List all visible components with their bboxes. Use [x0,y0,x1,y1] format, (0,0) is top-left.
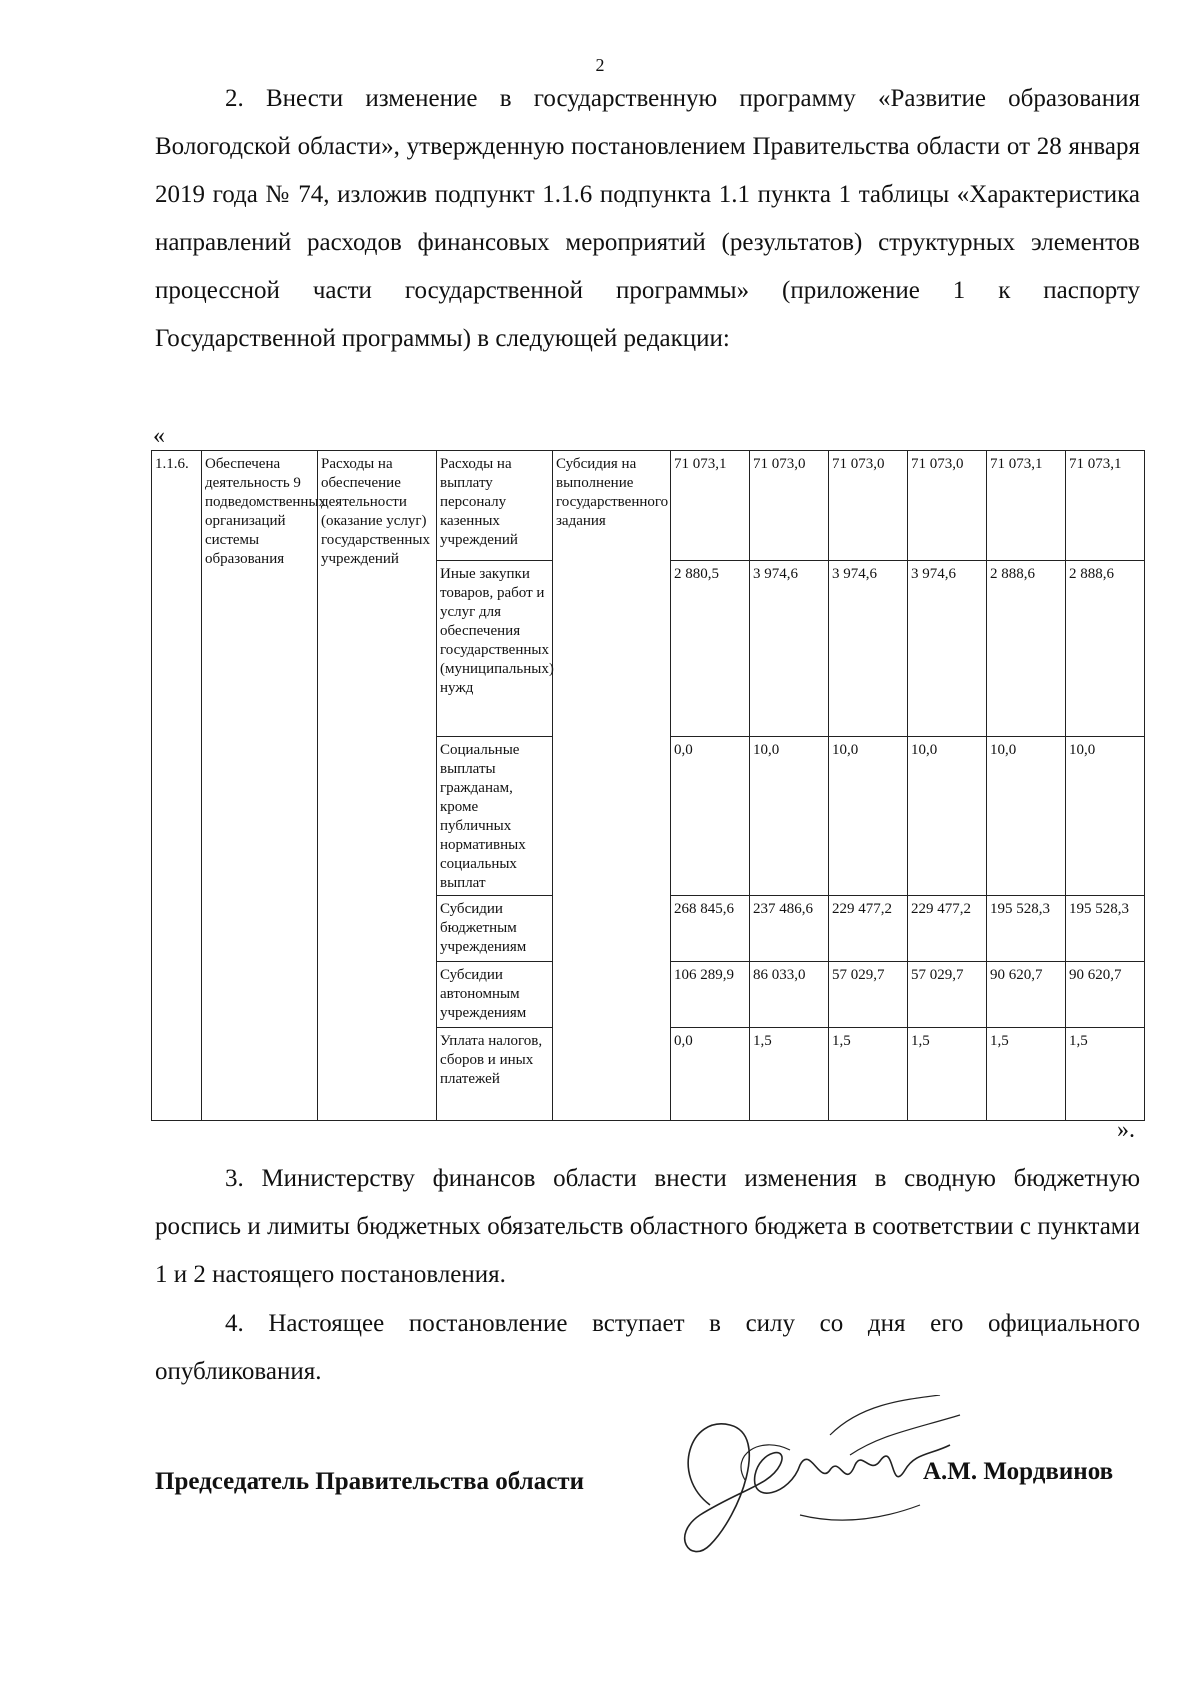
expense-type-cell: Расходы на выплату персоналу казенных учреждений [437,451,553,561]
value-cell: 71 073,1 [987,451,1066,561]
value-cell: 1,5 [908,1028,987,1121]
value-cell: 71 073,1 [1066,451,1145,561]
value-cell: 195 528,3 [1066,896,1145,962]
value-cell: 86 033,0 [750,962,829,1028]
value-cell: 57 029,7 [829,962,908,1028]
table-row [152,451,1145,561]
value-cell: 268 845,6 [671,896,750,962]
value-cell: 10,0 [987,737,1066,896]
expenditure-table [151,450,1145,1121]
paragraph-3: 3. Министерству финансов области внести изменения в сводную бюджетную роспись и лимиты бюджетных обязательств областного бюджета в соответствии с пунктами 1 и 2 настоящего постановления. [155,1165,1140,1288]
value-cell: 71 073,1 [671,451,750,561]
direction-cell: Расходы на обеспечение деятельности (оказание услуг) государственных учреждений [318,451,437,1121]
item-number: 1.1.6. [152,451,202,1121]
value-cell: 3 974,6 [908,561,987,737]
value-cell: 10,0 [829,737,908,896]
value-cell: 195 528,3 [987,896,1066,962]
value-cell: 71 073,0 [908,451,987,561]
value-cell: 1,5 [750,1028,829,1121]
value-cell: 10,0 [1066,737,1145,896]
value-cell: 2 888,6 [987,561,1066,737]
value-cell: 2 880,5 [671,561,750,737]
signatory-title: Председатель Правительства области [155,1468,584,1495]
expense-type-cell: Иные закупки товаров, работ и услуг для обеспечения государственных (муниципальных) нужд [437,561,553,737]
value-cell: 229 477,2 [908,896,987,962]
result-cell: Обеспечена деятельность 9 подведомственных организаций системы образования [202,451,318,1121]
value-cell: 1,5 [987,1028,1066,1121]
paragraph-4: 4. Настоящее постановление вступает в силу со дня его официального опубликования. [155,1310,1140,1385]
open-quote: « [153,423,165,449]
value-cell: 10,0 [750,737,829,896]
value-cell: 90 620,7 [1066,962,1145,1028]
funding-form-cell: Субсидия на выполнение государственного задания [553,451,671,1121]
value-cell: 1,5 [1066,1028,1145,1121]
value-cell: 57 029,7 [908,962,987,1028]
expense-type-cell: Субсидии автономным учреждениям [437,962,553,1028]
close-quote: ». [1117,1117,1135,1143]
signatory-name: А.М. Мордвинов [923,1458,1114,1485]
expense-type-cell: Социальные выплаты гражданам, кроме публичных нормативных социальных выплат [437,737,553,896]
value-cell: 2 888,6 [1066,561,1145,737]
value-cell: 0,0 [671,737,750,896]
value-cell: 237 486,6 [750,896,829,962]
paragraph-2: 2. Внести изменение в государственную программу «Развитие образования Вологодской области», утвержденную постановлением Правительства области от 28 января 2019 года № 74, изложив подпункт 1.1.6 подпункта 1.1 пункта 1 таблицы «Характеристика направлений расходов финансовых мероприятий (результатов) структурных элементов процессной части государственной программы» (приложение 1 к паспорту Государственной программы) в следующей редакции: [155,85,1140,352]
expense-type-cell: Субсидии бюджетным учреждениям [437,896,553,962]
value-cell: 71 073,0 [750,451,829,561]
value-cell: 71 073,0 [829,451,908,561]
value-cell: 3 974,6 [829,561,908,737]
expense-type-cell: Уплата налогов, сборов и иных платежей [437,1028,553,1121]
value-cell: 3 974,6 [750,561,829,737]
value-cell: 229 477,2 [829,896,908,962]
page-number: 2 [595,55,605,75]
value-cell: 106 289,9 [671,962,750,1028]
value-cell: 10,0 [908,737,987,896]
value-cell: 0,0 [671,1028,750,1121]
value-cell: 90 620,7 [987,962,1066,1028]
value-cell: 1,5 [829,1028,908,1121]
